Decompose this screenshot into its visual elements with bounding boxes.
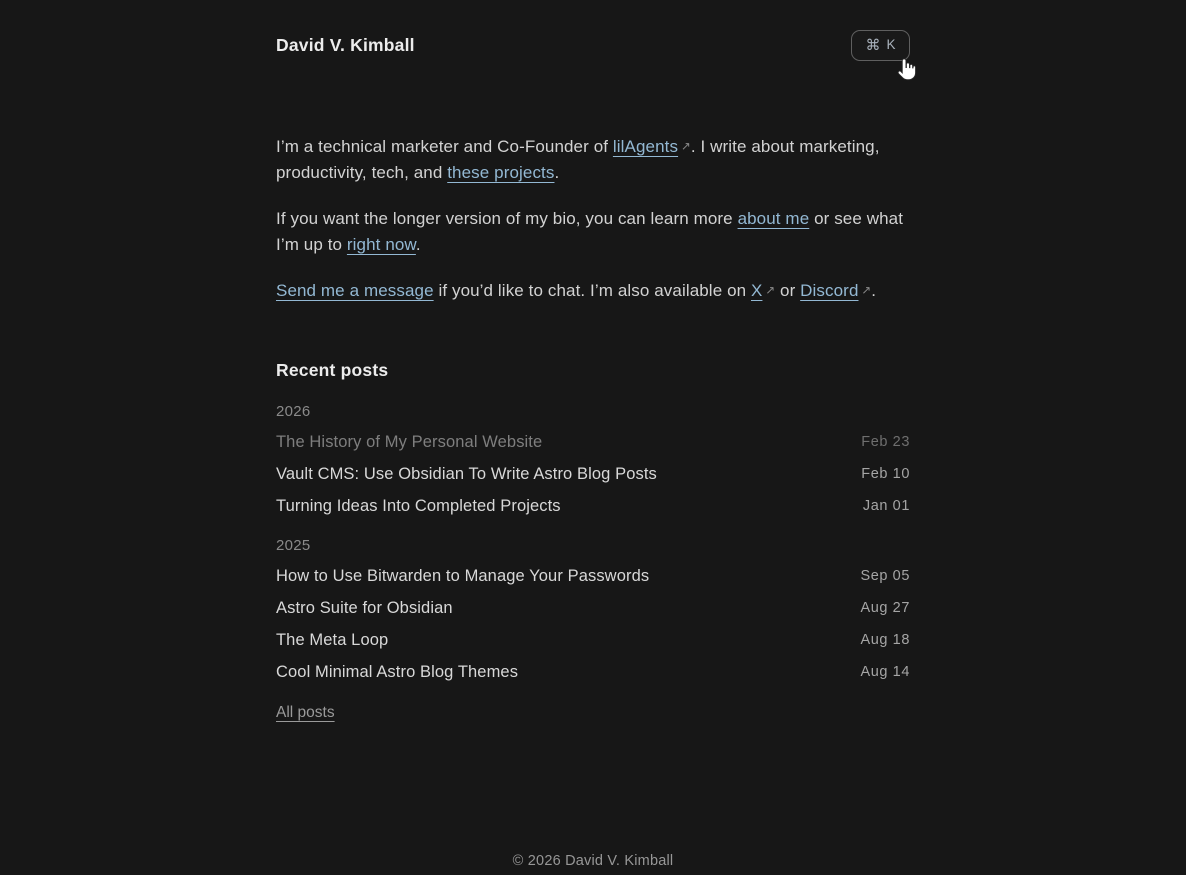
external-link-icon: ↗ [765, 285, 776, 297]
post-list-item [276, 624, 910, 656]
text-segment: If you want the longer version of my bio, you can learn more [276, 209, 738, 228]
x-link[interactable]: X [751, 281, 763, 300]
post-date: Jan 01 [862, 498, 910, 514]
these-projects-link[interactable]: these projects [447, 163, 555, 182]
text-segment: or [775, 281, 801, 300]
post-list-item [276, 656, 910, 688]
post-list-item [276, 560, 910, 592]
post-link[interactable] [276, 624, 910, 656]
post-date: Aug 18 [860, 632, 910, 648]
post-list-item [276, 426, 910, 458]
post-link[interactable] [276, 426, 910, 458]
text-segment: if you’d like to chat. I’m also available on [433, 281, 751, 300]
text-segment: . I write about marketing, productivity, tech, and [276, 137, 880, 182]
post-date: Aug 27 [860, 600, 910, 616]
post-title: The History of My Personal Website [276, 432, 543, 451]
all-posts-link[interactable]: All posts [276, 704, 335, 721]
lilagents-link[interactable]: lilAgents [612, 137, 679, 156]
command-k-label: K [886, 37, 896, 53]
bio-paragraph-2 [276, 206, 910, 258]
site-title[interactable]: David V. Kimball [276, 34, 415, 55]
command-key-icon: ⌘ [865, 36, 881, 54]
post-sections [276, 403, 910, 688]
post-date: Aug 14 [860, 664, 910, 680]
post-link[interactable] [276, 490, 910, 522]
post-link[interactable] [276, 458, 910, 490]
post-link[interactable] [276, 656, 910, 688]
external-link-icon: ↗ [861, 285, 872, 297]
bio-paragraph-1 [276, 134, 910, 186]
text-segment: . [871, 281, 877, 300]
post-title: How to Use Bitwarden to Manage Your Passwords [276, 566, 650, 585]
text-segment: or see what I’m up to [276, 209, 904, 254]
post-title: Astro Suite for Obsidian [276, 598, 453, 617]
post-title: Cool Minimal Astro Blog Themes [276, 662, 519, 681]
post-list [276, 560, 910, 688]
page-container [276, 0, 910, 853]
post-title: Turning Ideas Into Completed Projects [276, 496, 561, 515]
post-date: Sep 05 [860, 568, 910, 584]
post-title: The Meta Loop [276, 630, 389, 649]
recent-posts-heading: Recent posts [276, 360, 389, 380]
year-label: 2026 [276, 403, 311, 420]
right-now-link[interactable]: right now [346, 235, 416, 254]
post-link[interactable] [276, 560, 910, 592]
year-label: 2025 [276, 537, 311, 554]
send-message-link[interactable]: Send me a message [276, 281, 434, 300]
post-list [276, 426, 910, 522]
post-date: Feb 10 [861, 466, 910, 482]
post-list-item [276, 592, 910, 624]
bio-paragraph-3 [276, 278, 910, 304]
bio-section [276, 134, 910, 304]
discord-link[interactable]: Discord [800, 281, 859, 300]
command-palette-button[interactable] [851, 30, 910, 61]
post-title: Vault CMS: Use Obsidian To Write Astro Blog Posts [276, 464, 657, 483]
external-link-icon: ↗ [681, 141, 691, 153]
post-link[interactable] [276, 592, 910, 624]
post-list-item [276, 490, 910, 522]
text-segment: . [415, 235, 421, 254]
post-list-item [276, 458, 910, 490]
site-header [276, 26, 910, 64]
about-me-link[interactable]: about me [737, 209, 810, 228]
text-segment: . [554, 163, 560, 182]
post-year-section [276, 403, 910, 522]
site-footer [0, 853, 1186, 875]
post-date: Feb 23 [861, 434, 910, 450]
text-segment: I’m a technical marketer and Co-Founder of [276, 137, 613, 156]
post-year-section [276, 537, 910, 688]
recent-posts-section [276, 360, 910, 722]
copyright-text: © 2026 David V. Kimball [512, 853, 674, 869]
